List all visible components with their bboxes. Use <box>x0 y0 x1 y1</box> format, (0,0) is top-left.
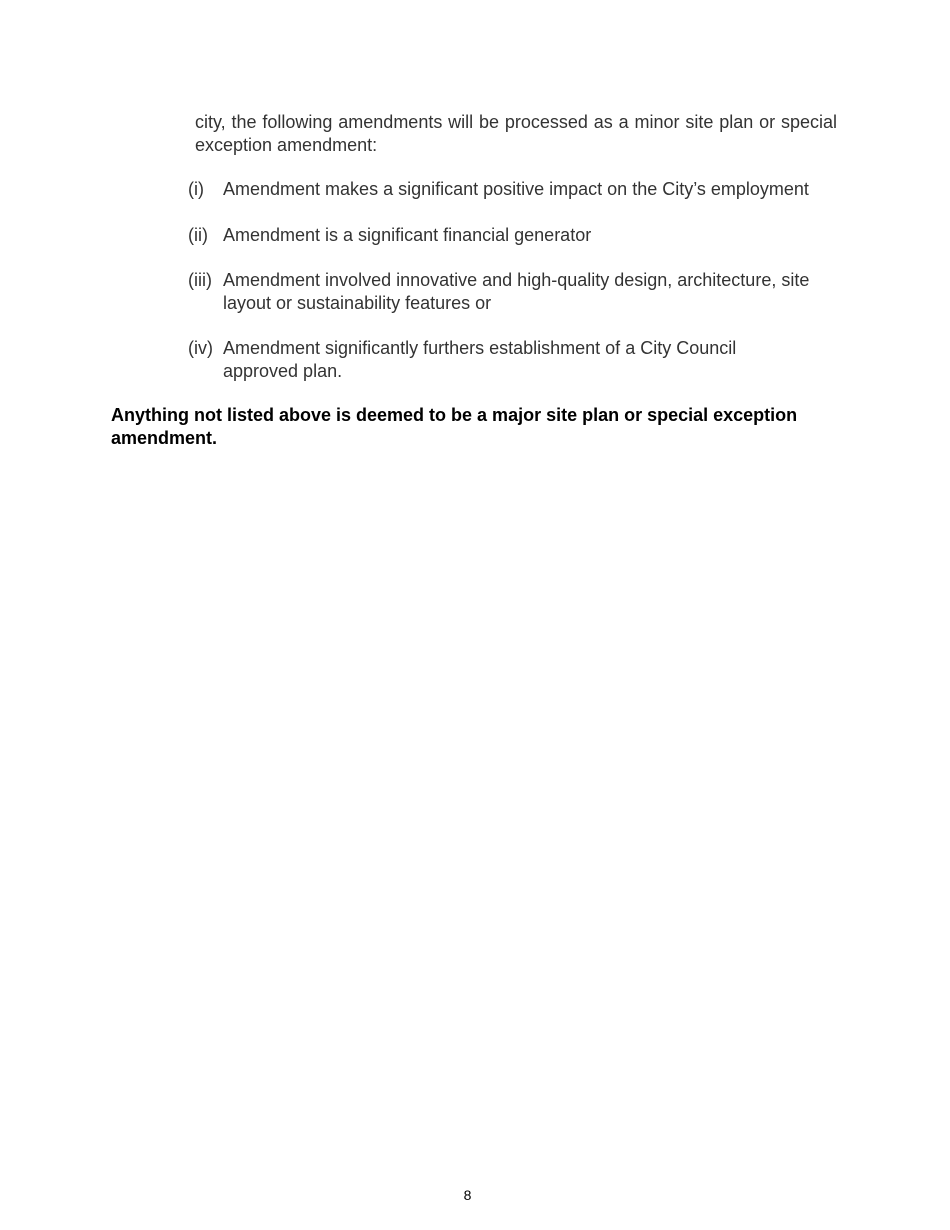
intro-paragraph: city, the following amendments will be processed as a minor site plan or special exception amendment: <box>195 112 837 155</box>
page-number: 8 <box>463 1187 472 1203</box>
list-item-text: Amendment makes a significant positive impact on the City’s employment <box>223 179 809 199</box>
list-item-number: (iv) <box>188 338 213 358</box>
list-item-number: (ii) <box>188 225 208 245</box>
list-item-text: Amendment is a significant financial generator <box>223 225 592 245</box>
list-item-text: Amendment significantly furthers establishment of a City Council approved plan. <box>223 338 737 381</box>
closing-statement: Anything not listed above is deemed to be a major site plan or special exception amendment. <box>111 405 798 448</box>
list-item-text: Amendment involved innovative and high-quality design, architecture, site layout or sustainability features or <box>223 270 810 313</box>
list-item-number: (iii) <box>188 270 212 290</box>
list-item-number: (i) <box>188 179 204 199</box>
